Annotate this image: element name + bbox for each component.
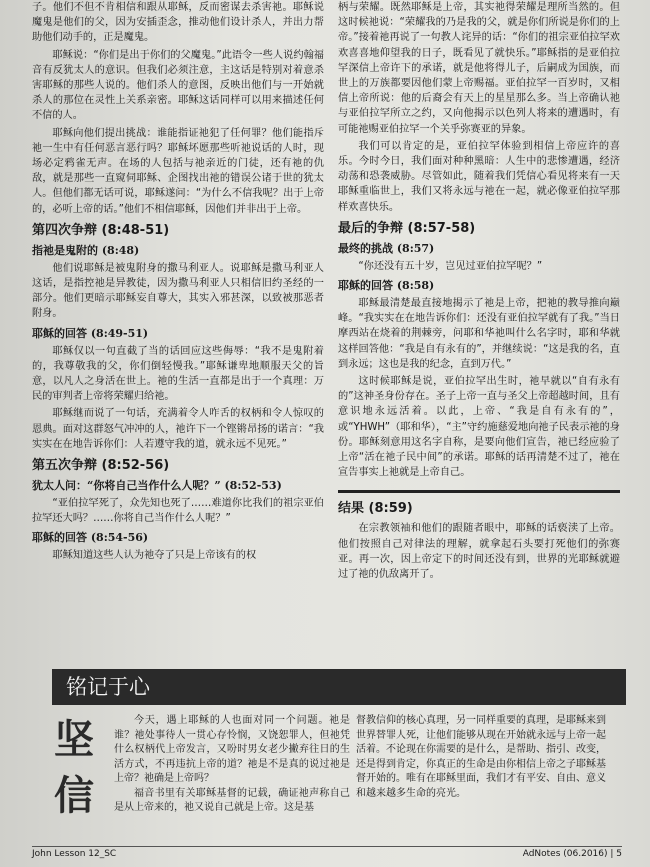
footer — [32, 846, 622, 859]
paragraph: 耶稣仅以一句直截了当的话回应这些侮辱：“我不是鬼附着的，我尊敬我的父，你们倒轻慢我。”耶稣谦卑地顺服天父的旨意，以凡人之身活在世上。祂的生活一直都是出于一个真理：万民的审判者上帝将荣耀归给祂。 — [32, 345, 324, 403]
paragraph: 耶稣说：“你们是出于你们的父魔鬼。”此语令一些人说约翰福音有反犹太人的意识。但我们必须注意，主这话是特别对着意杀害耶稣的那些人说的。他们杀人的意图，反映出他们与一开始就杀人的那位在灵性上关系亲密。耶稣这话同样可以用来描述任何不信的人。 — [32, 49, 324, 122]
section-heading: 最后的争辩 (8:57-58) — [338, 220, 476, 236]
section-heading: 结果 (8:59) — [338, 501, 413, 517]
paragraph: 耶稣知道这些人认为祂夺了只是上帝该有的权 — [52, 550, 257, 562]
paragraph: 在宗教领袖和他们的跟随者眼中，耶稣的话亵渎了上帝。他们按照自己对律法的理解，就拿起石头要打死他们的弥赛亚。再一次，因上帝定下的时间还没有到，世界的光耶稣就避过了祂的仇敌离开了。 — [338, 523, 620, 581]
subheading: 耶稣的回答 (8:49-51) — [32, 326, 149, 340]
paragraph: 福音书里有关耶稣基督的记载，确证祂声称自己是从上帝来的，祂又说自己就是上帝。这是基 — [114, 787, 350, 813]
footer-lesson: John Lesson 12_SC — [32, 849, 117, 859]
paragraph: 耶稣最清楚最直接地揭示了祂是上帝，把祂的教导推向巅峰。“我实实在在地告诉你们：还没有亚伯拉罕就有了我。”当日摩西站在烧着的荆棘旁，问耶和华祂叫什么名字时，耶和华就这样回答他：“我是自有永有的”，并继续说：“这是我的名，直到永远；这也是我的纪念，直到万代。” — [338, 298, 620, 370]
subheading: 耶稣的回答 (8:58) — [338, 279, 435, 293]
subheading: 耶稣的回答 (8:54-56) — [32, 531, 149, 545]
keep-in-mind-banner: 铭记于心 — [52, 669, 626, 705]
subheading: 指祂是鬼附的 (8:48) — [32, 243, 140, 257]
paragraph: 督教信仰的核心真理，另一同样重要的真理，是耶稣来到世界替罪人死，让他们能够从现在开始就永远与上帝一起活着。不论现在你需要的是什么，是帮助、指引、改变，还是得到肯定，你真正的生命是由你相信上帝之子耶稣基督开始的。唯有在耶稣里面，我们才有平安、自由、意义和越来越多生命的亮光。 — [356, 715, 606, 799]
paragraph: “你还没有五十岁，岂见过亚伯拉罕呢？” — [358, 260, 543, 272]
subheading: 犹太人问：“你将自己当作什么人呢？” (8:52-53) — [32, 479, 282, 493]
keep-title — [54, 712, 100, 824]
subheading: 最终的挑战 (8:57) — [338, 241, 435, 255]
paragraph: 耶稣向他们提出挑战：谁能指证祂犯了任何罪？他们能指斥祂一生中有任何恶言恶行吗？耶稣坏愿那些听祂说话的人时，现场必定鸦雀无声。在场的人包括与祂亲近的门徒，还有祂的仇敌，就是那些一直窥伺耶稣、企图找出祂的错误公诸于世的犹太人。但他们都无话可说，耶稣遂问：“为什么不信我呢？出于上帝的，必听上帝的话。”他们不相信耶稣，因他们并非出于上帝。 — [32, 127, 324, 215]
right-column — [338, 0, 620, 584]
footer-page: AdNotes (06.2016) | 5 — [522, 849, 622, 859]
keep-column-1 — [114, 714, 350, 816]
paragraph: 我们可以肯定的是，亚伯拉罕体验到相信上帝应许的喜乐。今时今日，我们面对种种黑暗：人生中的悲惨遭遇，经济动荡和恐袭威胁。尽管如此，随着我们凭信心看见将来有一天耶稣重临世上，我们又将永远与祂在一起，就必像亚伯拉罕那样欢喜快乐。 — [338, 140, 620, 213]
paragraph: 这时候耶稣是说，亚伯拉罕出生时，祂早就以“自有永有的”这神圣身份存在。圣子上帝一直与圣父上帝超越时间，且有意识地永远活着。以此，上帝、“我是自有永有的”，或“YHWH”（耶和华），“主”守约施慈爱地向祂子民表示祂的身份。耶稣刻意用这名字自称，是要向他们宣告，祂已经应验了上帝“活在祂子民中间”的承诺。耶稣的话再清楚不过了，祂在宣告事实上祂就是上帝自己。 — [338, 376, 620, 479]
paragraph: 柄与荣耀。既然耶稣是上帝，其实祂得荣耀是理所当然的。但这时候祂说：“荣耀我的乃是我的父，就是你们所说是你们的上帝。”接着祂再说了一句教人诧异的话：“你们的祖宗亚伯拉罕欢欢喜喜地仰望我的日子，既看见了就快乐。”耶稣指的是亚伯拉罕深信上帝许下的承诺，就是他将得儿子，后嗣成为国族，而世上的万族都要因他们蒙上帝赐福。亚伯拉罕一百岁时，又相信上帝所说：他的后裔会有天上的星星那么多。当上帝确认祂与亚伯拉罕所立之约，又向他揭示以色列人将来的遭遇时，有可能祂赐亚伯拉罕一个关乎弥赛亚的异象。 — [338, 2, 620, 135]
keep-column-2 — [356, 714, 606, 801]
keep-title-char: 信 — [54, 772, 94, 819]
paragraph: 耶稣继而说了一句话，充满着令人咋舌的权柄和令人惊叹的恩典。面对这群怒气冲冲的人，祂许下一个铿锵昂扬的诺言：“我实实在在地告诉你们：人若遵守我的道，就永远不见死。” — [32, 408, 324, 450]
section-heading: 第四次争辩 (8:48-51) — [32, 222, 170, 238]
keep-title-char: 坚 — [54, 716, 94, 763]
paragraph: 今天，遇上耶稣的人也面对同一个问题。祂是谁？祂处事待人一贯心存怜悯，又饶恕罪人，但祂凭什么权柄代上帝发言，又吩时男女老少撇弃往日的生活方式，不再违抗上帝的道？祂是不是真的说过祂是上帝？祂确是上帝吗？ — [114, 715, 350, 784]
paragraph: “亚伯拉罕死了，众先知也死了……难道你比我们的祖宗亚伯拉罕还大吗？……你将自己当作什么人呢？” — [32, 498, 324, 525]
section-heading: 第五次争辩 (8:52-56) — [32, 458, 170, 474]
paragraph: 他们说耶稣是被鬼附身的撒马利亚人。说耶稣是撒马利亚人这话，是指控祂是异教徒，因为撒马利亚人只相信旧约圣经的一部分。他们更暗示耶稣妄自尊大，其实入邪甚深，以致被那恶者附身。 — [32, 262, 324, 320]
left-column — [32, 0, 324, 566]
paragraph: 子。他们不但不肯相信和跟从耶稣，反而密谋去杀害祂。耶稣说魔鬼是他们的父，因为安插歪念，推动他们设计杀人，并出力帮助他们动手的，正是魔鬼。 — [32, 2, 324, 44]
result-divider — [338, 490, 620, 517]
